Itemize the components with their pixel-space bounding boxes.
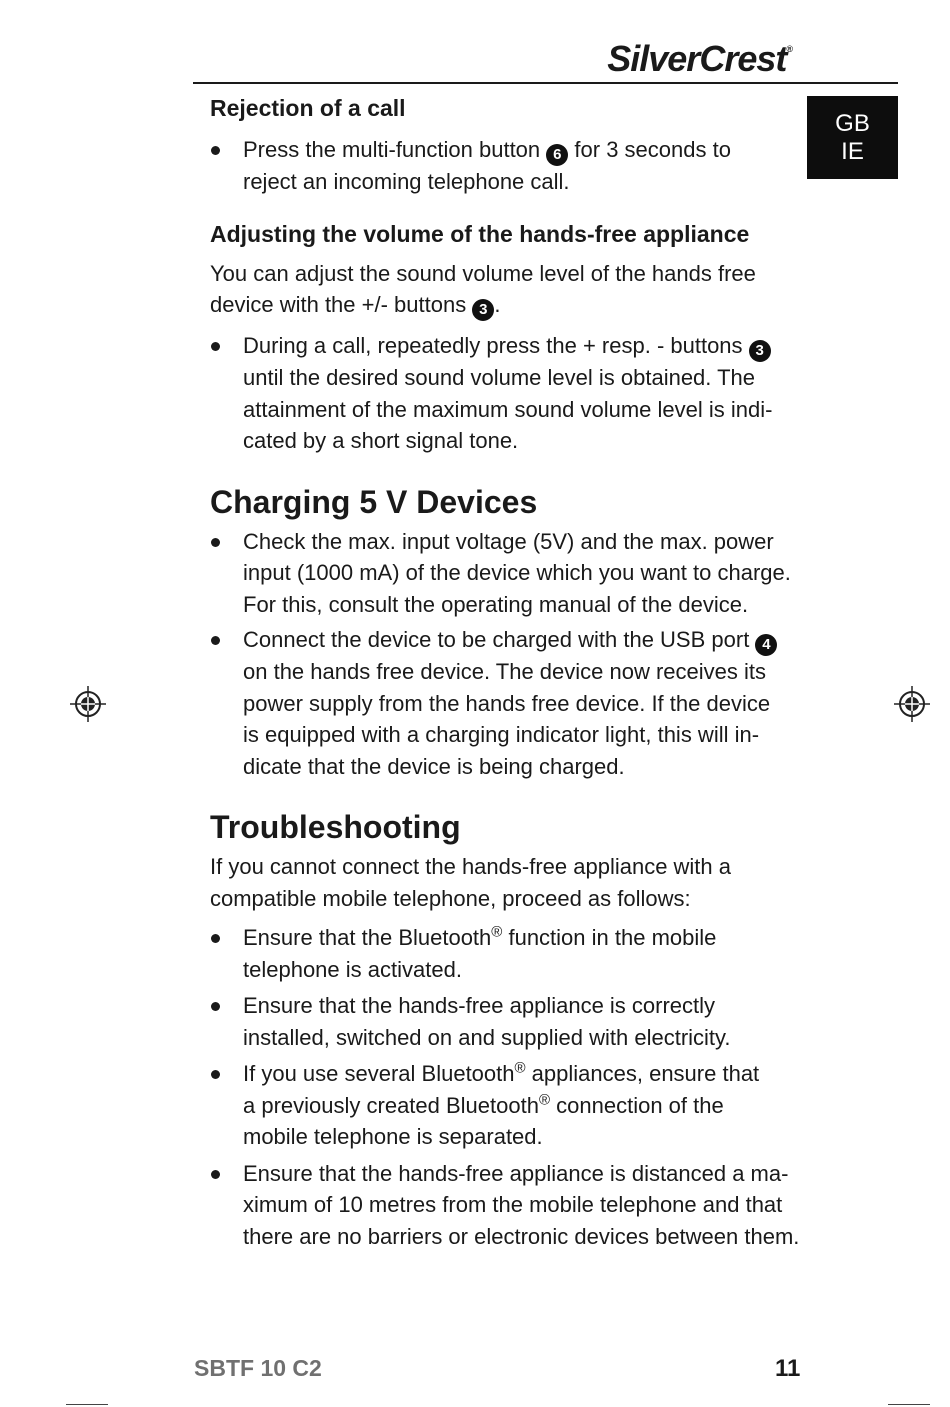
heading-charging: Charging 5 V Devices bbox=[210, 483, 538, 520]
bullet-icon bbox=[211, 934, 220, 943]
text-line: Ensure that the hands-free appliance is correctly bbox=[243, 993, 716, 1018]
text-line: For this, consult the operating manual of the device. bbox=[243, 591, 749, 617]
text-line: mobile telephone is separated. bbox=[243, 1124, 543, 1149]
heading-volume: Adjusting the volume of the hands-free appliance bbox=[210, 220, 750, 247]
list-item bbox=[210, 134, 800, 198]
list-item bbox=[210, 526, 800, 621]
text-line: dicate that the device is being charged. bbox=[243, 753, 625, 779]
bullet-icon bbox=[211, 1070, 220, 1079]
text-line: You can adjust the sound volume level of the hands free bbox=[210, 260, 756, 286]
registration-mark-icon bbox=[894, 686, 930, 722]
brand-name: SilverCrest bbox=[607, 38, 787, 79]
language-code-gb: GB bbox=[835, 110, 870, 137]
page-number: 11 bbox=[775, 1355, 801, 1382]
text-line: Check the max. input voltage (5V) and the max. power bbox=[243, 528, 774, 554]
crop-mark bbox=[66, 1404, 108, 1405]
callout-number-icon: 4 bbox=[755, 634, 777, 656]
text-line: reject an incoming telephone call. bbox=[243, 169, 570, 194]
callout-number-icon: 3 bbox=[749, 340, 771, 362]
heading-troubleshooting: Troubleshooting bbox=[210, 809, 461, 845]
bullet-icon bbox=[211, 538, 220, 547]
text-line: telephone is activated. bbox=[243, 956, 462, 982]
text-line: installed, switched on and supplied with electricity. bbox=[243, 1024, 731, 1050]
bullet-icon bbox=[211, 146, 220, 155]
text-line: power supply from the hands free device. If the device bbox=[243, 690, 771, 716]
list-item bbox=[210, 922, 800, 985]
language-code-ie: IE bbox=[841, 138, 864, 165]
brand-logo bbox=[607, 38, 792, 80]
text-line: input (1000 mA) of the device which you want to charge. bbox=[243, 560, 791, 585]
bullet-icon bbox=[211, 342, 220, 351]
registration-mark-icon bbox=[70, 686, 106, 722]
text-line: Press the multi-function button 6 for 3 seconds to bbox=[243, 134, 800, 166]
bullet-icon bbox=[211, 1002, 220, 1011]
header-rule bbox=[193, 82, 898, 84]
bullet-icon bbox=[211, 1170, 220, 1179]
heading-rejection: Rejection of a call bbox=[210, 95, 406, 121]
list-item bbox=[210, 1058, 800, 1153]
text-line: is equipped with a charging indicator light, this will in- bbox=[243, 722, 760, 747]
brand-registered-mark: ® bbox=[786, 44, 792, 54]
language-tab bbox=[807, 96, 898, 179]
text-line: ximum of 10 metres from the mobile telephone and that bbox=[243, 1192, 783, 1217]
text-line: until the desired sound volume level is obtained. The bbox=[243, 365, 756, 390]
callout-number-icon: 3 bbox=[472, 299, 494, 321]
text-line: there are no barriers or electronic devices between them. bbox=[243, 1223, 800, 1249]
text-line: compatible mobile telephone, proceed as follows: bbox=[210, 885, 691, 911]
text-line: cated by a short signal tone. bbox=[243, 428, 519, 453]
text-line: Connect the device to be charged with the USB port 4 bbox=[243, 624, 800, 656]
list-item bbox=[210, 990, 800, 1053]
bullet-icon bbox=[211, 636, 220, 645]
list-item bbox=[210, 624, 800, 782]
paragraph-volume bbox=[210, 258, 800, 322]
text-line: If you use several Bluetooth® appliances, ensure that bbox=[243, 1059, 760, 1086]
text-line: Ensure that the Bluetooth® function in the mobile bbox=[243, 923, 717, 950]
page-content bbox=[210, 92, 800, 1252]
text-line: device with the +/- buttons 3 . bbox=[210, 289, 800, 321]
text-line: on the hands free device. The device now receives its bbox=[243, 659, 767, 684]
list-item bbox=[210, 330, 800, 457]
paragraph-troubleshooting bbox=[210, 851, 800, 914]
list-item bbox=[210, 1158, 800, 1253]
text-line: During a call, repeatedly press the + resp. - buttons 3 bbox=[243, 330, 800, 362]
text-line: attainment of the maximum sound volume level is indi- bbox=[243, 396, 773, 422]
crop-mark bbox=[888, 1404, 930, 1405]
text-line: If you cannot connect the hands-free appliance with a bbox=[210, 854, 732, 879]
footer-model-number: SBTF 10 C2 bbox=[194, 1355, 322, 1381]
text-line: a previously created Bluetooth® connection of the bbox=[243, 1091, 724, 1118]
text-line: Ensure that the hands-free appliance is distanced a ma- bbox=[243, 1160, 789, 1186]
callout-number-icon: 6 bbox=[546, 144, 568, 166]
